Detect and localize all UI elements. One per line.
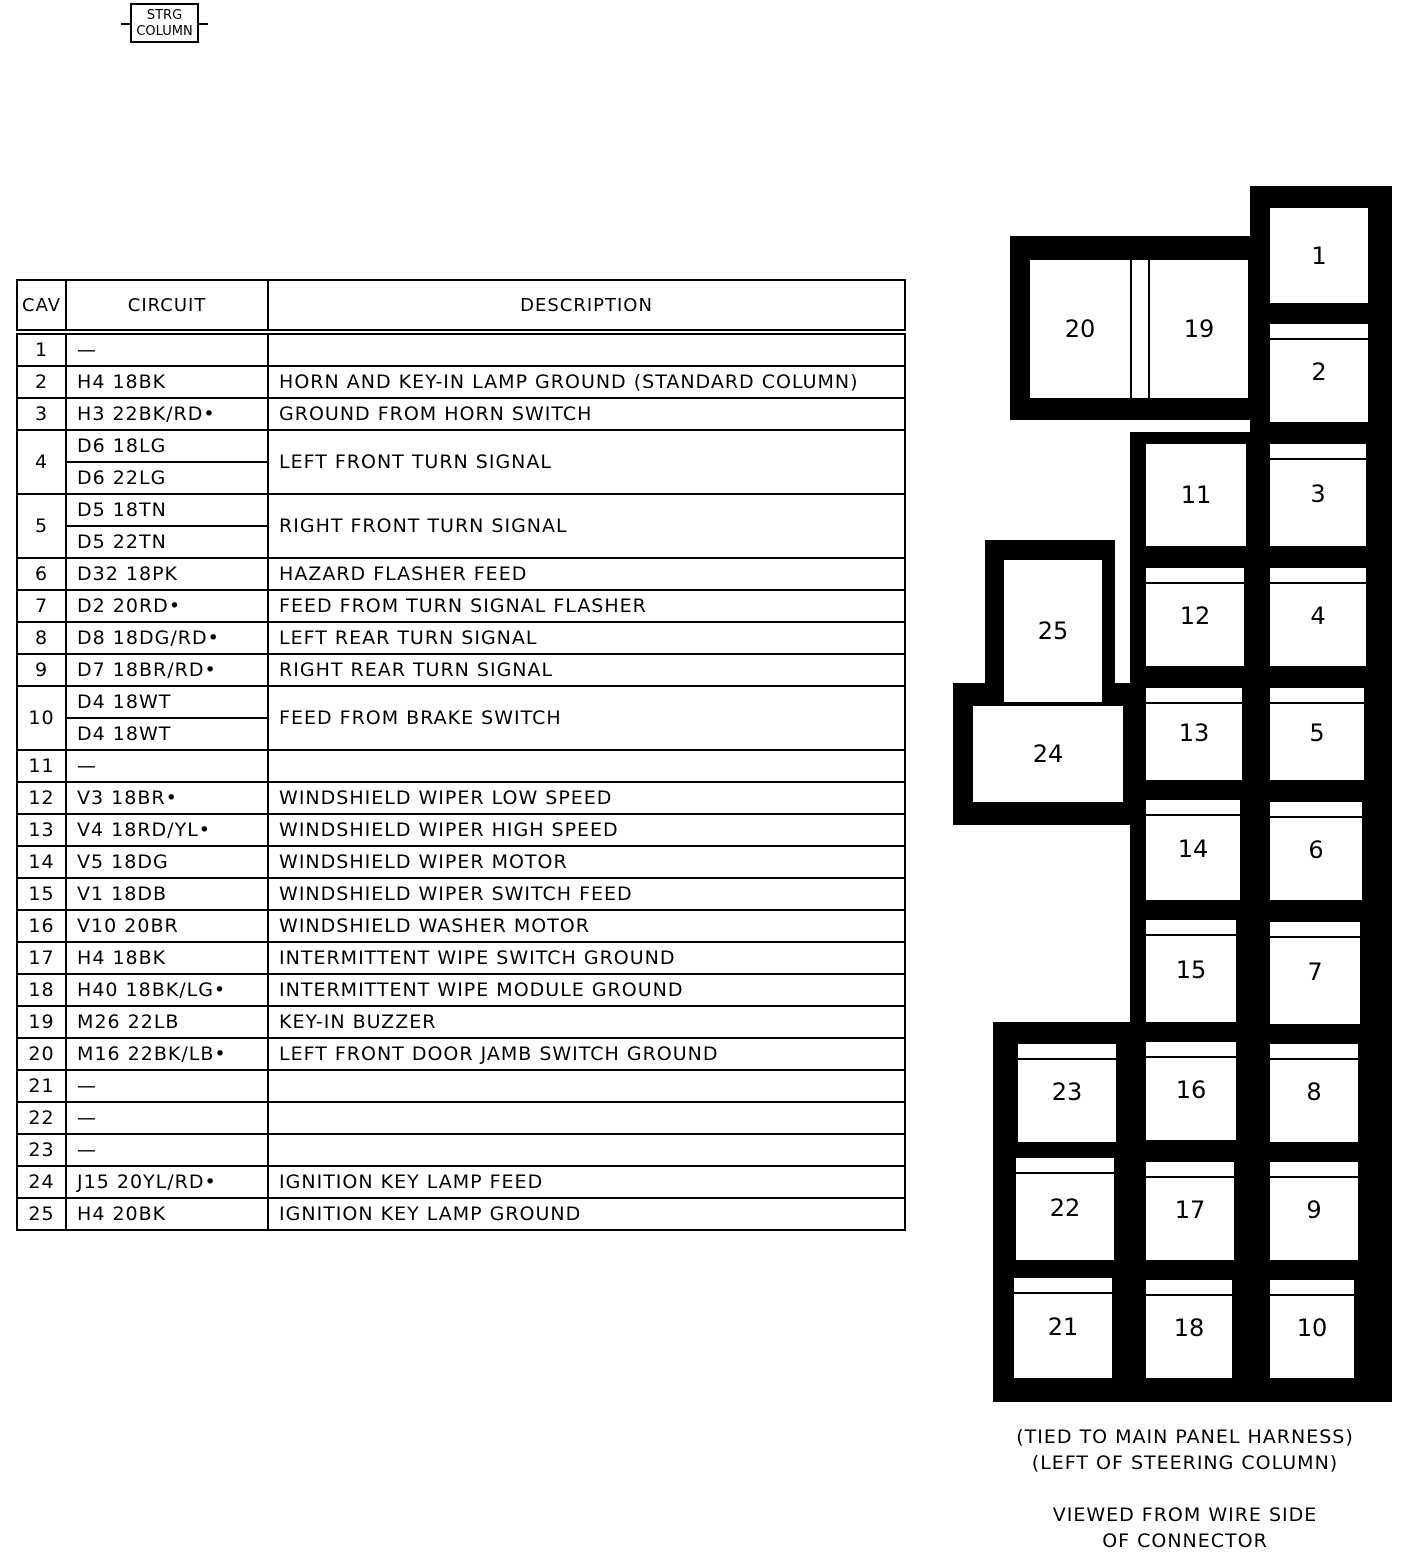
table-row	[17, 878, 905, 910]
circuit-description: INTERMITTENT WIPE MODULE GROUND	[268, 974, 905, 1006]
cavity-number-label: 12	[1179, 602, 1211, 630]
connector-cavity-20	[1030, 260, 1130, 398]
circuit-code: H4 20BK	[66, 1198, 268, 1230]
cavity-latch-strip	[1146, 1278, 1232, 1296]
table-row	[17, 654, 905, 686]
circuit-description: WINDSHIELD WIPER HIGH SPEED	[268, 814, 905, 846]
circuit-description: WINDSHIELD WASHER MOTOR	[268, 910, 905, 942]
circuit-description: FEED FROM BRAKE SWITCH	[268, 686, 905, 750]
circuit-description	[268, 1134, 905, 1166]
table-row	[17, 814, 905, 846]
cavity-number-label: 16	[1175, 1076, 1207, 1104]
table-row	[17, 398, 905, 430]
connector-cavity-15	[1146, 918, 1236, 1022]
cavity-number-label: 24	[1032, 740, 1064, 768]
cavity-latch-strip	[1270, 800, 1362, 818]
connector-cavity-3	[1270, 442, 1366, 546]
header-cav: CAV	[17, 280, 66, 332]
note-spacer	[1000, 1476, 1370, 1502]
circuit-description	[268, 1102, 905, 1134]
cavity-latch-strip	[1146, 918, 1236, 936]
table-row	[17, 1038, 905, 1070]
circuit-code: V4 18RD/YL•	[66, 814, 268, 846]
circuit-code: D8 18DG/RD•	[66, 622, 268, 654]
connector-cavity-5	[1270, 686, 1364, 780]
header-circuit: CIRCUIT	[66, 280, 268, 332]
circuit-code: H40 18BK/LG•	[66, 974, 268, 1006]
cavity-latch-strip	[1146, 1040, 1236, 1058]
table-row	[17, 494, 905, 526]
cav-number: 3	[17, 398, 66, 430]
cav-number: 13	[17, 814, 66, 846]
connector-cavity-16	[1146, 1040, 1236, 1140]
cavity-latch-strip	[1270, 442, 1366, 460]
note-left-of-column: (LEFT OF STEERING COLUMN)	[1031, 1452, 1339, 1474]
cavity-number-label: 5	[1309, 719, 1325, 747]
tag-line-2: COLUMN	[136, 24, 193, 39]
cavity-latch-strip	[1016, 1156, 1114, 1174]
connector-cavity-17	[1146, 1160, 1234, 1260]
circuit-description	[268, 332, 905, 366]
table-row	[17, 1006, 905, 1038]
connector-cavity-24	[973, 706, 1123, 802]
table-row	[17, 590, 905, 622]
circuit-description: RIGHT FRONT TURN SIGNAL	[268, 494, 905, 558]
circuit-description: GROUND FROM HORN SWITCH	[268, 398, 905, 430]
connector-cavity-18	[1146, 1278, 1232, 1378]
circuit-description: FEED FROM TURN SIGNAL FLASHER	[268, 590, 905, 622]
circuit-description: LEFT FRONT DOOR JAMB SWITCH GROUND	[268, 1038, 905, 1070]
circuit-code: D32 18PK	[66, 558, 268, 590]
cavity-number-label: 15	[1175, 956, 1207, 984]
table-row	[17, 942, 905, 974]
circuit-code: V10 20BR	[66, 910, 268, 942]
circuit-code: V5 18DG	[66, 846, 268, 878]
connector-cavity-19	[1150, 260, 1248, 398]
cavity-number-label: 23	[1051, 1078, 1083, 1106]
cavity-latch-strip	[1270, 1160, 1358, 1178]
table-row	[17, 558, 905, 590]
cavity-number-label: 20	[1064, 315, 1096, 343]
circuit-code: V3 18BR•	[66, 782, 268, 814]
note-viewed-from: VIEWED FROM WIRE SIDE	[1052, 1504, 1318, 1526]
connector-cavity-25	[1004, 560, 1102, 702]
cavity-number-label: 11	[1180, 481, 1212, 509]
cavity-number-label: 1	[1311, 241, 1327, 270]
cavity-latch-strip	[1270, 322, 1368, 340]
circuit-description: WINDSHIELD WIPER LOW SPEED	[268, 782, 905, 814]
circuit-code: J15 20YL/RD•	[66, 1166, 268, 1198]
cav-number: 10	[17, 686, 66, 750]
cav-number: 22	[17, 1102, 66, 1134]
cavity-number-label: 18	[1173, 1314, 1205, 1342]
circuit-description: IGNITION KEY LAMP GROUND	[268, 1198, 905, 1230]
cav-number: 7	[17, 590, 66, 622]
table-row	[17, 366, 905, 398]
circuit-code: V1 18DB	[66, 878, 268, 910]
table-header-row	[17, 280, 905, 332]
table-row	[17, 686, 905, 718]
circuit-code: D4 18WT	[66, 686, 268, 718]
circuit-description: IGNITION KEY LAMP FEED	[268, 1166, 905, 1198]
circuit-description	[268, 750, 905, 782]
cavity-number-label: 3	[1310, 480, 1326, 508]
table-row	[17, 1134, 905, 1166]
cavity-latch-strip	[1146, 686, 1242, 704]
circuit-description: WINDSHIELD WIPER MOTOR	[268, 846, 905, 878]
circuit-code: D5 18TN	[66, 494, 268, 526]
cav-number: 19	[17, 1006, 66, 1038]
cav-number: 6	[17, 558, 66, 590]
cav-number: 9	[17, 654, 66, 686]
table-row	[17, 910, 905, 942]
cav-number: 8	[17, 622, 66, 654]
table-row	[17, 1102, 905, 1134]
cavity-latch-strip	[1270, 686, 1364, 704]
connector-notes	[1000, 1424, 1370, 1554]
cav-number: 20	[17, 1038, 66, 1070]
header-description: DESCRIPTION	[268, 280, 905, 332]
table-row	[17, 1070, 905, 1102]
cavity-latch-strip	[1014, 1276, 1112, 1294]
cav-number: 12	[17, 782, 66, 814]
cavity-number-label: 17	[1174, 1196, 1206, 1224]
circuit-code: D4 18WT	[66, 718, 268, 750]
note-tied-to-harness: (TIED TO MAIN PANEL HARNESS)	[1016, 1426, 1354, 1448]
circuit-code: H3 22BK/RD•	[66, 398, 268, 430]
table-row	[17, 782, 905, 814]
cav-number: 21	[17, 1070, 66, 1102]
cav-number: 17	[17, 942, 66, 974]
cavity-latch-strip	[1146, 798, 1240, 816]
cavity-table	[16, 279, 906, 1231]
circuit-code: D2 20RD•	[66, 590, 268, 622]
cav-number: 18	[17, 974, 66, 1006]
connector-cavity-22	[1016, 1156, 1114, 1260]
table-row	[17, 1198, 905, 1230]
cav-number: 15	[17, 878, 66, 910]
table-body	[17, 332, 905, 1230]
cavity-number-label: 10	[1296, 1314, 1328, 1342]
cavity-latch-strip	[1270, 1278, 1354, 1296]
cavity-number-label: 6	[1308, 836, 1324, 864]
tag-line-1: STRG	[146, 8, 183, 23]
cavity-number-label: 22	[1049, 1194, 1081, 1222]
cav-number: 4	[17, 430, 66, 494]
cavity-divider	[1130, 260, 1150, 398]
cavity-latch-strip	[1146, 566, 1244, 584]
circuit-code: M26 22LB	[66, 1006, 268, 1038]
cavity-latch-strip	[1270, 920, 1360, 938]
connector-cavity-23	[1018, 1042, 1116, 1142]
cav-number: 2	[17, 366, 66, 398]
circuit-description: KEY-IN BUZZER	[268, 1006, 905, 1038]
circuit-code: M16 22BK/LB•	[66, 1038, 268, 1070]
circuit-code: D6 22LG	[66, 462, 268, 494]
circuit-code: —	[66, 750, 268, 782]
cavity-number-label: 21	[1047, 1313, 1079, 1341]
connector-cavity-13	[1146, 686, 1242, 780]
connector-cavity-11	[1146, 444, 1246, 546]
table-row	[17, 974, 905, 1006]
table-row	[17, 430, 905, 462]
table-row	[17, 622, 905, 654]
circuit-code: —	[66, 332, 268, 366]
connector-cavity-8	[1270, 1042, 1358, 1142]
circuit-code: D5 22TN	[66, 526, 268, 558]
connector-cavity-4	[1270, 566, 1366, 666]
cav-number: 16	[17, 910, 66, 942]
circuit-description: LEFT REAR TURN SIGNAL	[268, 622, 905, 654]
circuit-code: —	[66, 1102, 268, 1134]
circuit-description: LEFT FRONT TURN SIGNAL	[268, 430, 905, 494]
cavity-number-label: 9	[1306, 1196, 1322, 1224]
circuit-description: WINDSHIELD WIPER SWITCH FEED	[268, 878, 905, 910]
cavity-number-label: 13	[1178, 719, 1210, 747]
cav-number: 25	[17, 1198, 66, 1230]
circuit-description: HAZARD FLASHER FEED	[268, 558, 905, 590]
table-row	[17, 1166, 905, 1198]
connector-cavity-14	[1146, 798, 1240, 900]
table-row	[17, 750, 905, 782]
cavity-number-label: 4	[1310, 602, 1326, 630]
circuit-description: INTERMITTENT WIPE SWITCH GROUND	[268, 942, 905, 974]
connector-cavity-10	[1270, 1278, 1354, 1378]
tag-box	[130, 3, 199, 43]
connector-cavity-12	[1146, 566, 1244, 666]
table-row	[17, 846, 905, 878]
connector-cavity-6	[1270, 800, 1362, 900]
cavity-number-label: 14	[1177, 835, 1209, 863]
cavity-number-label: 8	[1306, 1078, 1322, 1106]
circuit-description	[268, 1070, 905, 1102]
cav-number: 24	[17, 1166, 66, 1198]
connector-cavity-21	[1014, 1276, 1112, 1378]
cav-number: 14	[17, 846, 66, 878]
cavity-latch-strip	[1270, 1042, 1358, 1060]
connector-cavity-2	[1270, 322, 1368, 422]
circuit-code: D7 18BR/RD•	[66, 654, 268, 686]
cav-number: 1	[17, 332, 66, 366]
connector-cavity-7	[1270, 920, 1360, 1024]
connector-cavity-1	[1270, 208, 1368, 303]
cav-number: 5	[17, 494, 66, 558]
circuit-code: —	[66, 1134, 268, 1166]
connector-cavity-9	[1270, 1160, 1358, 1260]
table-row	[17, 332, 905, 366]
cavity-latch-strip	[1270, 566, 1366, 584]
note-of-connector: OF CONNECTOR	[1102, 1530, 1268, 1552]
cavity-latch-strip	[1018, 1042, 1116, 1060]
cavity-latch-strip	[1146, 1160, 1234, 1178]
circuit-description: HORN AND KEY-IN LAMP GROUND (STANDARD COLUMN)	[268, 366, 905, 398]
tag-lead-left	[121, 23, 130, 25]
cav-number: 23	[17, 1134, 66, 1166]
circuit-code: D6 18LG	[66, 430, 268, 462]
tag-lead-right	[199, 23, 208, 25]
cavity-number-label: 25	[1037, 617, 1069, 645]
circuit-code: H4 18BK	[66, 942, 268, 974]
cav-number: 11	[17, 750, 66, 782]
cavity-number-label: 2	[1311, 358, 1327, 386]
cavity-number-label: 7	[1307, 958, 1323, 986]
circuit-code: H4 18BK	[66, 366, 268, 398]
circuit-description: RIGHT REAR TURN SIGNAL	[268, 654, 905, 686]
cavity-number-label: 19	[1183, 315, 1215, 343]
circuit-code: —	[66, 1070, 268, 1102]
